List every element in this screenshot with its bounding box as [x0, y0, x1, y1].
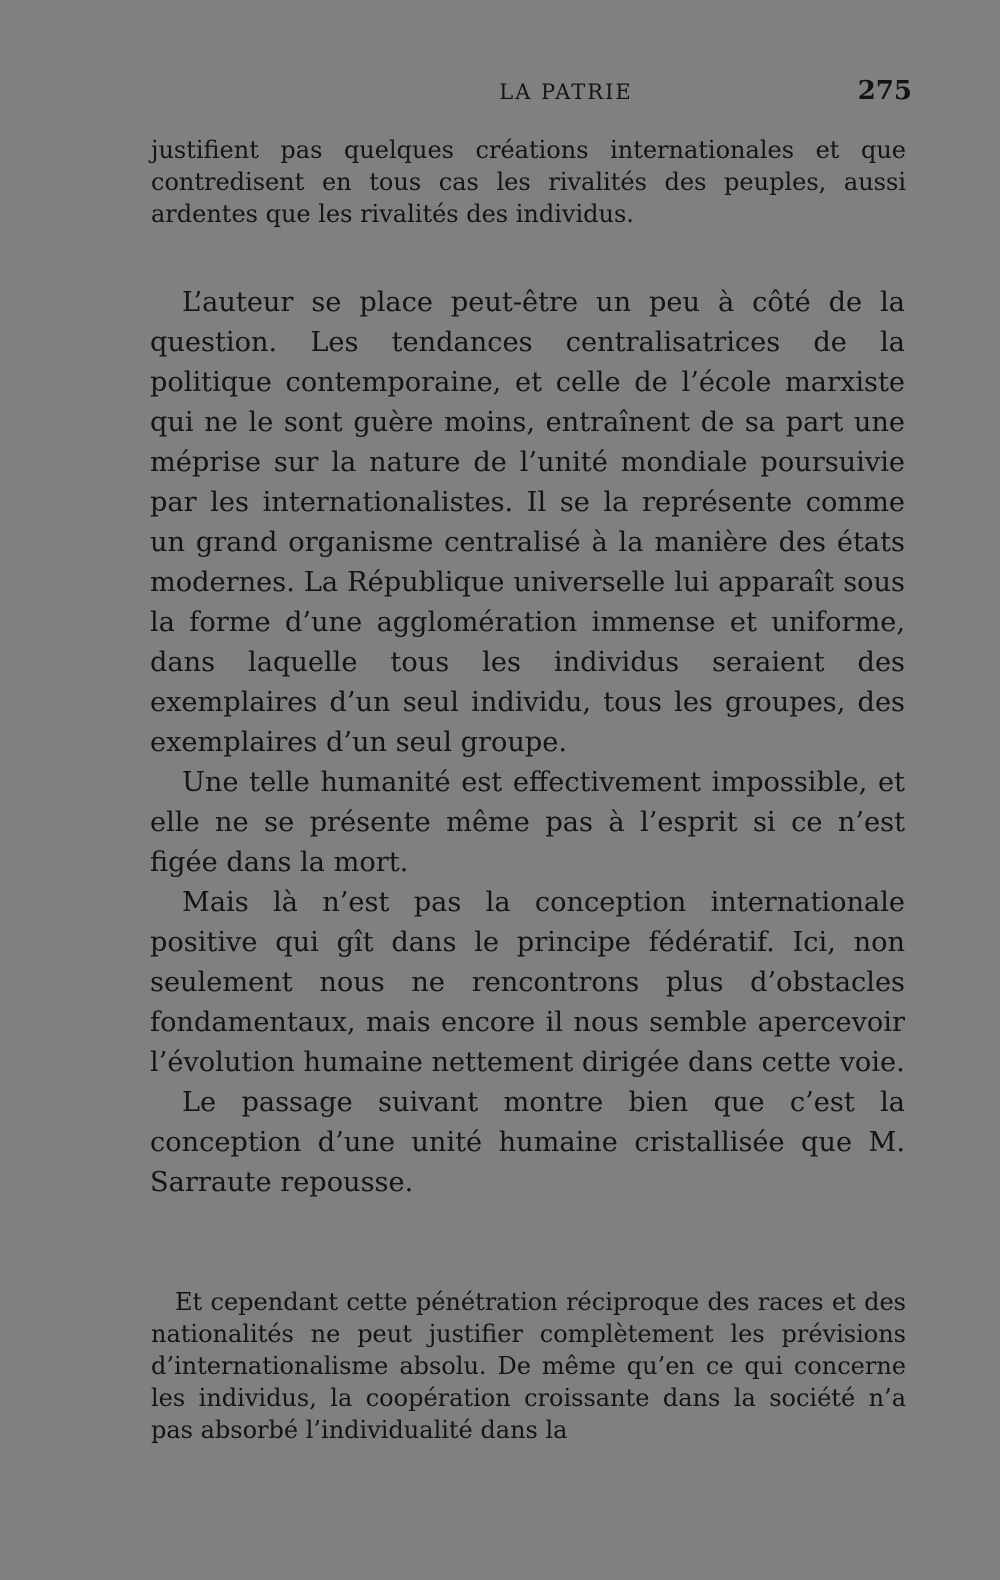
paragraph-3: Mais là n’est pas la conception internationale positive qui gît dans le principe fédératif. Ici, non seulement nous ne rencontrons plus d’obstacles fondamentaux, mais encore il nous semble apercevoir l’évolution humaine nettement dirigée dans cette voie. [150, 887, 905, 1078]
paragraph-1: L’auteur se place peut-être un peu à côté de la question. Les tendances centralisatrices de la politique contemporaine, et celle de l’école marxiste qui ne le sont guère moins, entraînent de sa part une méprise sur la nature de l’unité mondiale poursuivie par les internationalistes. Il se la représente comme un grand organisme centralisé à la manière des états modernes. La République universelle lui apparaît sous la forme d’une agglomération immense et uniforme, dans laquelle tous les individus seraient des exemplaires d’un seul individu, tous les groupes, des exemplaires d’un seul groupe. [150, 287, 905, 758]
paragraph-2: Une telle humanité est effectivement impossible, et elle ne se présente même pas à l’esprit si ce n’est figée dans la mort. [150, 767, 905, 878]
body-text [150, 283, 905, 1203]
page-header [150, 76, 912, 110]
quote-block-bottom: Et cependant cette pénétration réciproque des races et des nationalités ne peut justifier complètement les prévisions d’internationalisme absolu. De même qu’en ce qui concerne les individus, la coopération croissante dans la société n’a pas absorbé l’individualité dans la [151, 1288, 906, 1444]
quote-block-top: justifient pas quelques créations internationales et que contredisent en tous cas les rivalités des peuples, aussi ardentes que les rivalités des individus. [151, 136, 906, 228]
running-title: LA PATRIE [499, 80, 633, 104]
page-number: 275 [857, 76, 912, 106]
paragraph-4: Le passage suivant montre bien que c’est la conception d’une unité humaine cristallisée que M. Sarraute repousse. [150, 1087, 905, 1198]
